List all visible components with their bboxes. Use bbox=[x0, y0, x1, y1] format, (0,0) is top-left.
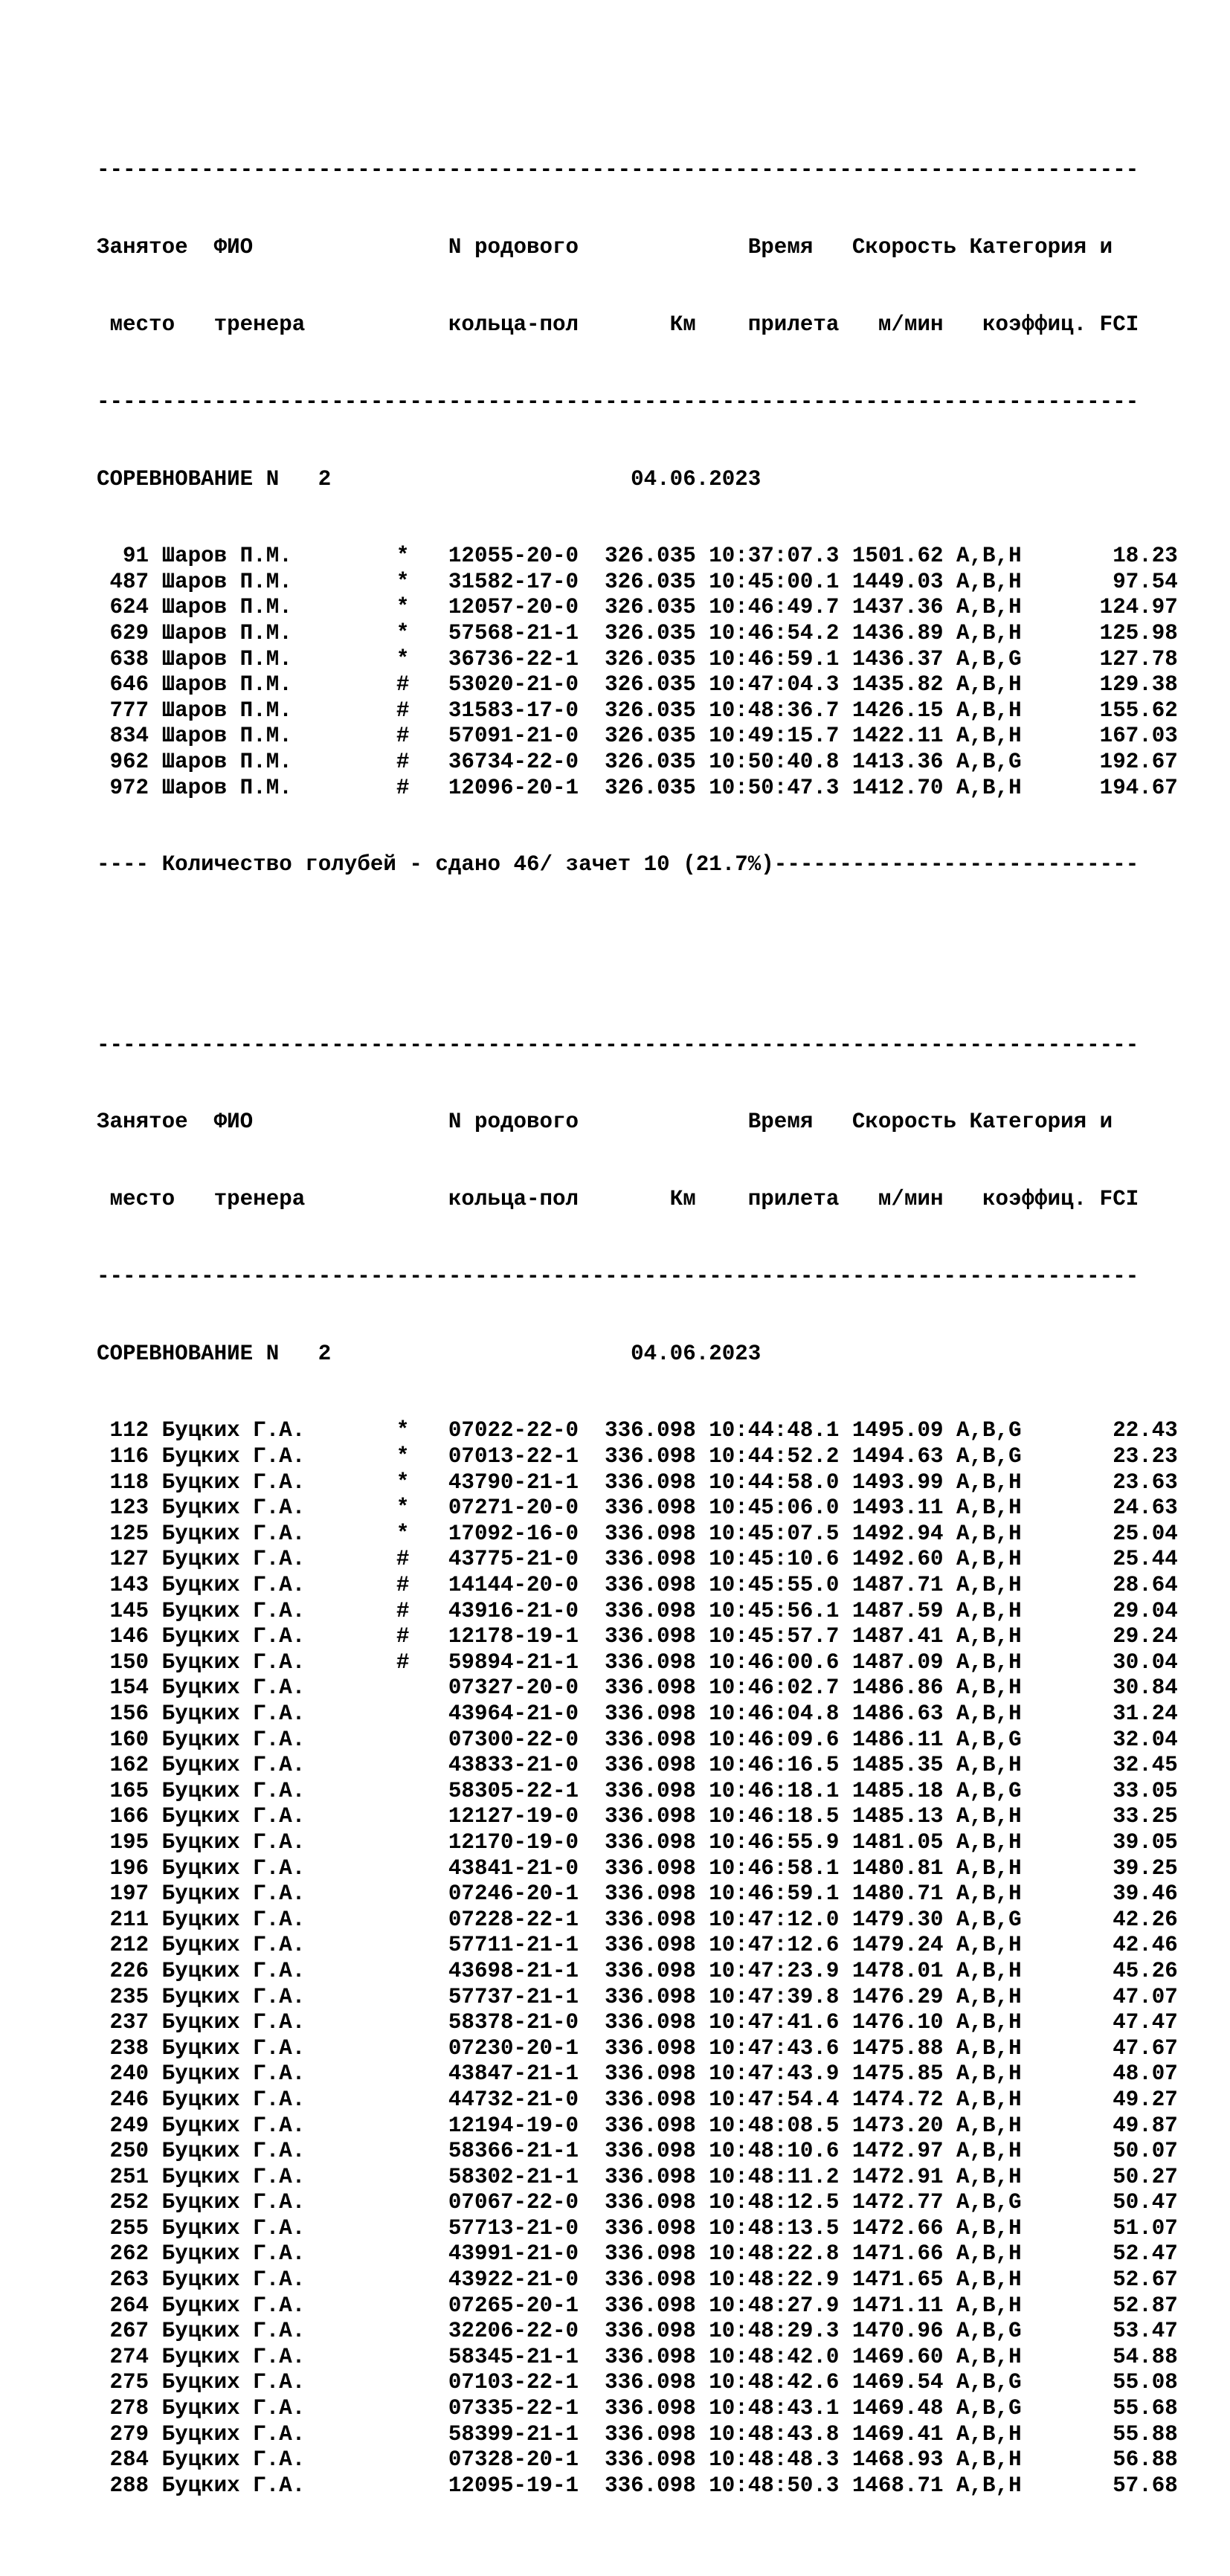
result-row: 487 Шаров П.М. * 31582-17-0 326.035 10:45:00.1 1449.03 A,B,H 97.54 bbox=[97, 569, 1178, 594]
result-row: 251 Буцких Г.А. 58302-21-1 336.098 10:48:11.2 1472.91 A,B,H 50.27 bbox=[97, 2164, 1178, 2189]
column-header-line2: место тренера кольца-пол Км прилета м/мин коэффиц. FCI bbox=[97, 312, 1139, 337]
result-row: 275 Буцких Г.А. 07103-22-1 336.098 10:48:42.6 1469.54 A,B,G 55.08 bbox=[97, 2370, 1178, 2395]
result-row: 123 Буцких Г.А. * 07271-20-0 336.098 10:45:06.0 1493.11 A,B,H 24.63 bbox=[97, 1495, 1178, 1521]
results-table-sharov bbox=[97, 544, 1178, 801]
result-row: 196 Буцких Г.А. 43841-21-0 336.098 10:46:58.1 1480.81 A,B,H 39.25 bbox=[97, 1855, 1178, 1881]
result-row: 264 Буцких Г.А. 07265-20-1 336.098 10:48:27.9 1471.11 A,B,H 52.87 bbox=[97, 2293, 1178, 2318]
result-row: 162 Буцких Г.А. 43833-21-0 336.098 10:46:16.5 1485.35 A,B,H 32.45 bbox=[97, 1753, 1178, 1778]
result-row: 116 Буцких Г.А. * 07013-22-1 336.098 10:44:52.2 1494.63 A,B,G 23.23 bbox=[97, 1444, 1178, 1469]
result-row: 263 Буцких Г.А. 43922-21-0 336.098 10:48:22.9 1471.65 A,B,H 52.67 bbox=[97, 2267, 1178, 2293]
results-section-sharov bbox=[97, 106, 1178, 930]
result-row: 143 Буцких Г.А. # 14144-20-0 336.098 10:45:55.0 1487.71 A,B,H 28.64 bbox=[97, 1573, 1178, 1598]
column-header-line1: Занятое ФИО N родового Время Скорость Категория и bbox=[97, 235, 1113, 260]
result-row: 249 Буцких Г.А. 12194-19-0 336.098 10:48:08.5 1473.20 A,B,H 49.87 bbox=[97, 2113, 1178, 2138]
result-row: 274 Буцких Г.А. 58345-21-1 336.098 10:48:42.0 1469.60 A,B,H 54.88 bbox=[97, 2344, 1178, 2369]
column-header-line2: место тренера кольца-пол Км прилета м/мин коэффиц. FCI bbox=[97, 1187, 1139, 1212]
result-row: 118 Буцких Г.А. * 43790-21-1 336.098 10:44:58.0 1493.99 A,B,H 23.63 bbox=[97, 1469, 1178, 1495]
result-row: 166 Буцких Г.А. 12127-19-0 336.098 10:46:18.5 1485.13 A,B,H 33.25 bbox=[97, 1804, 1178, 1829]
result-row: 255 Буцких Г.А. 57713-21-0 336.098 10:48:13.5 1472.66 A,B,H 51.07 bbox=[97, 2215, 1178, 2241]
rule-line: -------------------------------------------------------------------------------- bbox=[97, 1263, 1139, 1289]
result-row: 91 Шаров П.М. * 12055-20-0 326.035 10:37:07.3 1501.62 A,B,H 18.23 bbox=[97, 544, 1178, 569]
result-row: 262 Буцких Г.А. 43991-21-0 336.098 10:48:22.8 1471.66 A,B,H 52.47 bbox=[97, 2241, 1178, 2267]
result-row: 278 Буцких Г.А. 07335-22-1 336.098 10:48:43.1 1469.48 A,B,G 55.68 bbox=[97, 2396, 1178, 2421]
result-row: 646 Шаров П.М. # 53020-21-0 326.035 10:47:04.3 1435.82 A,B,H 129.38 bbox=[97, 672, 1178, 698]
result-row: 195 Буцких Г.А. 12170-19-0 336.098 10:46:55.9 1481.05 A,B,H 39.05 bbox=[97, 1829, 1178, 1855]
result-row: 235 Буцких Г.А. 57737-21-1 336.098 10:47:39.8 1476.29 A,B,H 47.07 bbox=[97, 1984, 1178, 2009]
result-row: 629 Шаров П.М. * 57568-21-1 326.035 10:46:54.2 1436.89 A,B,H 125.98 bbox=[97, 621, 1178, 646]
result-row: 211 Буцких Г.А. 07228-22-1 336.098 10:47:12.0 1479.30 A,B,G 42.26 bbox=[97, 1907, 1178, 1932]
result-row: 267 Буцких Г.А. 32206-22-0 336.098 10:48:29.3 1470.96 A,B,G 53.47 bbox=[97, 2319, 1178, 2344]
results-table-butskikh bbox=[97, 1418, 1178, 2499]
result-row: 237 Буцких Г.А. 58378-21-0 336.098 10:47:41.6 1476.10 A,B,H 47.47 bbox=[97, 2010, 1178, 2035]
result-row: 624 Шаров П.М. * 12057-20-0 326.035 10:46:49.7 1437.36 A,B,H 124.97 bbox=[97, 595, 1178, 620]
competition-line: СОРЕВНОВАНИЕ N 2 04.06.2023 bbox=[97, 466, 761, 492]
competition-line: СОРЕВНОВАНИЕ N 2 04.06.2023 bbox=[97, 1341, 761, 1366]
column-header-line1: Занятое ФИО N родового Время Скорость Категория и bbox=[97, 1110, 1113, 1135]
result-row: 127 Буцких Г.А. # 43775-21-0 336.098 10:45:10.6 1492.60 A,B,H 25.44 bbox=[97, 1547, 1178, 1572]
result-row: 112 Буцких Г.А. * 07022-22-0 336.098 10:44:48.1 1495.09 A,B,G 22.43 bbox=[97, 1418, 1178, 1443]
result-row: 156 Буцких Г.А. 43964-21-0 336.098 10:46:04.8 1486.63 A,B,H 31.24 bbox=[97, 1701, 1178, 1726]
result-row: 962 Шаров П.М. # 36734-22-0 326.035 10:50:40.8 1413.36 A,B,G 192.67 bbox=[97, 750, 1178, 775]
results-section-butskikh bbox=[97, 981, 1178, 2550]
result-row: 154 Буцких Г.А. 07327-20-0 336.098 10:46:02.7 1486.86 A,B,H 30.84 bbox=[97, 1675, 1178, 1701]
result-row: 250 Буцких Г.А. 58366-21-1 336.098 10:48:10.6 1472.97 A,B,H 50.07 bbox=[97, 2139, 1178, 2164]
result-row: 212 Буцких Г.А. 57711-21-1 336.098 10:47:12.6 1479.24 A,B,H 42.46 bbox=[97, 1933, 1178, 1958]
result-row: 145 Буцких Г.А. # 43916-21-0 336.098 10:45:56.1 1487.59 A,B,H 29.04 bbox=[97, 1598, 1178, 1623]
results-document bbox=[97, 55, 1178, 2576]
result-row: 246 Буцких Г.А. 44732-21-0 336.098 10:47:54.4 1474.72 A,B,H 49.27 bbox=[97, 2087, 1178, 2112]
result-row: 638 Шаров П.М. * 36736-22-1 326.035 10:46:59.1 1436.37 A,B,G 127.78 bbox=[97, 646, 1178, 672]
result-row: 777 Шаров П.М. # 31583-17-0 326.035 10:48:36.7 1426.15 A,B,H 155.62 bbox=[97, 698, 1178, 723]
result-row: 284 Буцких Г.А. 07328-20-1 336.098 10:48:48.3 1468.93 A,B,H 56.88 bbox=[97, 2447, 1178, 2473]
result-row: 252 Буцких Г.А. 07067-22-0 336.098 10:48:12.5 1472.77 A,B,G 50.47 bbox=[97, 2190, 1178, 2215]
rule-line: -------------------------------------------------------------------------------- bbox=[97, 1032, 1139, 1057]
result-row: 226 Буцких Г.А. 43698-21-1 336.098 10:47:23.9 1478.01 A,B,H 45.26 bbox=[97, 1958, 1178, 1983]
result-row: 160 Буцких Г.А. 07300-22-0 336.098 10:46:09.6 1486.11 A,B,G 32.04 bbox=[97, 1727, 1178, 1752]
rule-line: -------------------------------------------------------------------------------- bbox=[97, 158, 1139, 183]
result-row: 972 Шаров П.М. # 12096-20-1 326.035 10:50:47.3 1412.70 A,B,H 194.67 bbox=[97, 775, 1178, 800]
result-row: 834 Шаров П.М. # 57091-21-0 326.035 10:49:15.7 1422.11 A,B,H 167.03 bbox=[97, 724, 1178, 749]
rule-line: -------------------------------------------------------------------------------- bbox=[97, 389, 1139, 414]
result-row: 197 Буцких Г.А. 07246-20-1 336.098 10:46:59.1 1480.71 A,B,H 39.46 bbox=[97, 1881, 1178, 1907]
result-row: 165 Буцких Г.А. 58305-22-1 336.098 10:46:18.1 1485.18 A,B,G 33.05 bbox=[97, 1778, 1178, 1803]
result-row: 288 Буцких Г.А. 12095-19-1 336.098 10:48:50.3 1468.71 A,B,H 57.68 bbox=[97, 2473, 1178, 2498]
result-row: 238 Буцких Г.А. 07230-20-1 336.098 10:47:43.6 1475.88 A,B,H 47.67 bbox=[97, 2035, 1178, 2061]
summary-line: ---- Количество голубей - сдано 46/ зачет 10 (21.7%)---------------------------- bbox=[97, 852, 1139, 878]
result-row: 150 Буцких Г.А. # 59894-21-1 336.098 10:46:00.6 1487.09 A,B,H 30.04 bbox=[97, 1649, 1178, 1675]
result-row: 240 Буцких Г.А. 43847-21-1 336.098 10:47:43.9 1475.85 A,B,H 48.07 bbox=[97, 2061, 1178, 2087]
result-row: 279 Буцких Г.А. 58399-21-1 336.098 10:48:43.8 1469.41 A,B,H 55.88 bbox=[97, 2421, 1178, 2447]
result-row: 125 Буцких Г.А. * 17092-16-0 336.098 10:45:07.5 1492.94 A,B,H 25.04 bbox=[97, 1521, 1178, 1546]
result-row: 146 Буцких Г.А. # 12178-19-1 336.098 10:45:57.7 1487.41 A,B,H 29.24 bbox=[97, 1624, 1178, 1649]
